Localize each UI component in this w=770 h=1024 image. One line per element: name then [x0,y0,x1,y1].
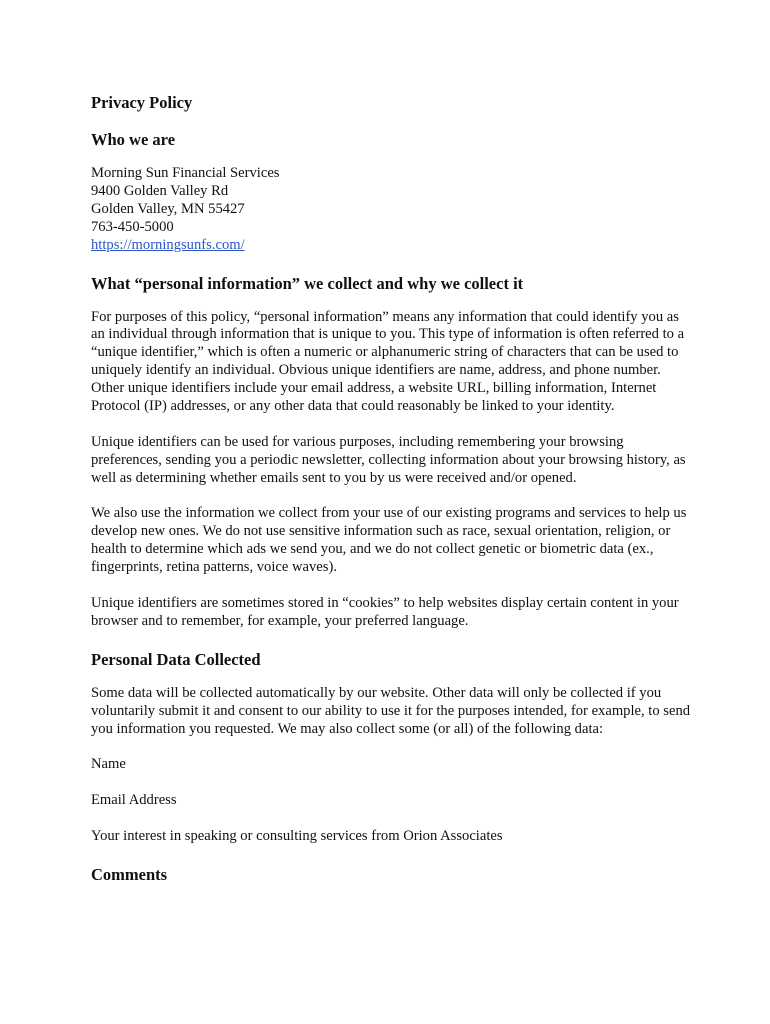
collect-paragraph: Unique identifiers can be used for various purposes, including remembering your browsing preferences, sending you a periodic newsletter, collecting information about your browsing history, as well as determining whether emails sent to you by us were received and/or opened. [91,433,686,486]
city-state-zip: Golden Valley, MN 55427 [91,200,245,217]
phone-number: 763-450-5000 [91,218,174,235]
data-list-item: Your interest in speaking or consulting services from Orion Associates [91,827,503,844]
collect-heading: What “personal information” we collect and why we collect it [91,273,524,293]
website-link[interactable]: https://morningsunfs.com/ [91,236,245,253]
data-list-item: Email Address [91,792,177,809]
street-address: 9400 Golden Valley Rd [91,182,229,199]
page-title: Privacy Policy [91,93,193,112]
collect-paragraph: Unique identifiers are sometimes stored in “cookies” to help websites display certain content in your browser and to remember, for example, your preferred language. [91,594,679,629]
comments-heading: Comments [91,864,168,884]
data-list-item: Name [91,756,126,773]
collect-paragraph: For purposes of this policy, “personal information” means any information that could identify you as an individual through information that is unique to you. This type of information is often referred to a “unique identifier,” which is often a numeric or alphanumeric string of characters that can be used to uniquely identify an individual. Obvious unique identifiers are name, address, and phone number. Other unique identifiers include your email address, a website URL, billing information, Internet Protocol (IP) addresses, or any other data that could reasonably be linked to your identity. [91,308,685,415]
who-we-are-heading: Who we are [91,130,176,149]
company-name: Morning Sun Financial Services [91,165,280,181]
document-page [91,92,691,886]
personal-data-heading: Personal Data Collected [91,649,261,669]
contact-address [91,165,691,255]
collect-paragraph: We also use the information we collect from your use of our existing programs and services to help us develop new ones. We do not use sensitive information such as race, sexual orientation, religion, or health to determine which ads we send you, and we do not collect genetic or biometric data (ex., fingerprints, retina patterns, voice waves). [91,505,687,576]
personal-data-intro: Some data will be collected automatically by our website. Other data will only be collected if you voluntarily submit it and consent to our ability to use it for the purposes intended, for example, to send you information you requested. We may also collect some (or all) of the following data: [91,684,691,737]
